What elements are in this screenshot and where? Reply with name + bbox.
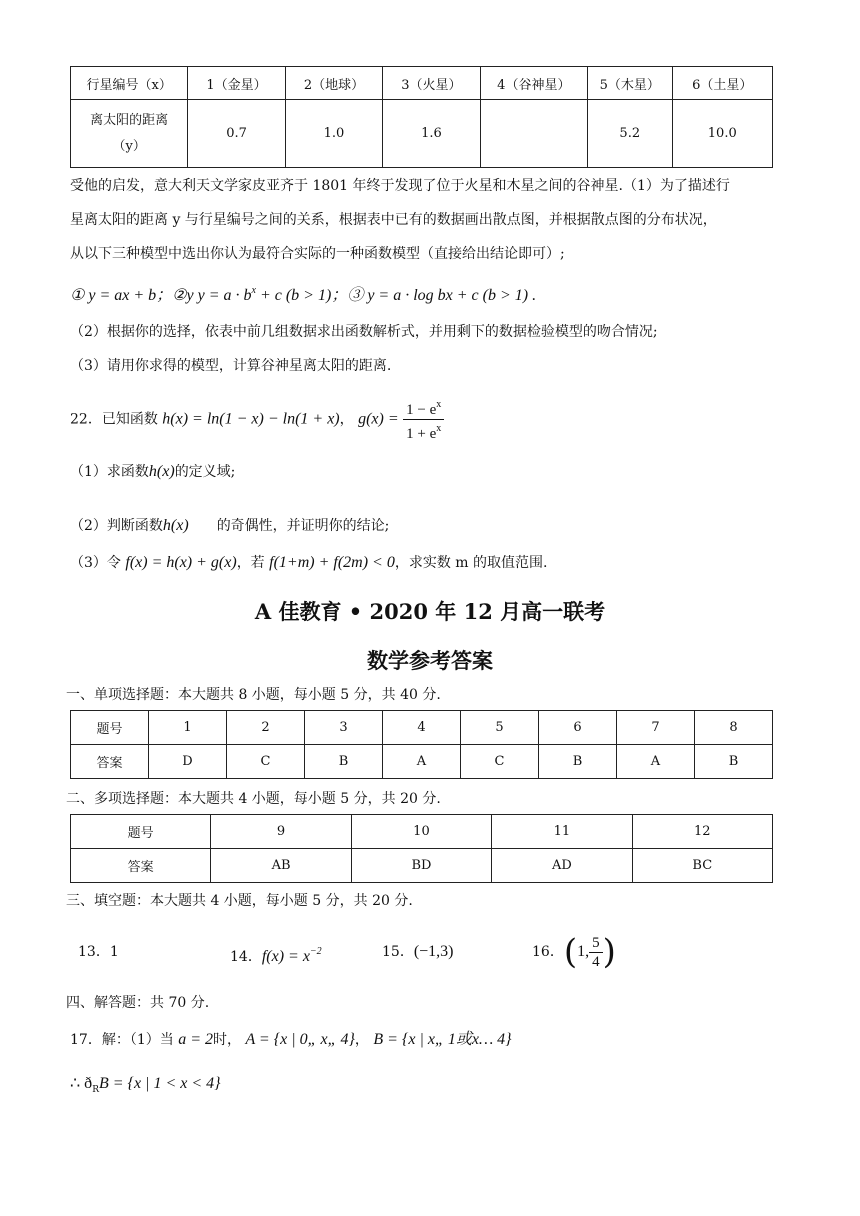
g-lhs: g(x) = bbox=[358, 410, 399, 428]
table-cell: 12 bbox=[632, 815, 772, 849]
q22-part1: （1）求函数h(x)的定义域; bbox=[70, 463, 236, 480]
table-cell: 4 bbox=[383, 711, 461, 745]
table-cell: 0.7 bbox=[188, 100, 285, 168]
table-cell: 5 bbox=[461, 711, 539, 745]
table-row-label bbox=[71, 100, 188, 168]
q21-part3: （3）请用你求得的模型，计算谷神星离太阳的距离. bbox=[70, 358, 392, 374]
multiple-choice-answer-table bbox=[70, 814, 773, 883]
table-row-label: 答案 bbox=[71, 849, 211, 883]
table-row bbox=[71, 815, 773, 849]
answer-15: 15．(−1,3) bbox=[382, 943, 454, 960]
model-1: ① y = ax + b bbox=[70, 287, 157, 304]
table-cell: 6 bbox=[539, 711, 617, 745]
q21-line3: 从以下三种模型中选出你认为最符合实际的一种函数模型（直接给出结论即可）; bbox=[70, 246, 565, 262]
answer-13: 13．1 bbox=[78, 944, 119, 960]
table-cell: BD bbox=[351, 849, 491, 883]
g-fraction: $\frac{1 - e^x}{1 + e^x}$ bbox=[403, 396, 444, 443]
planet-distance-table bbox=[70, 66, 773, 168]
table-cell: A bbox=[617, 745, 695, 779]
table-header-cell: 5（木星） bbox=[588, 67, 673, 100]
table-cell: 1 bbox=[149, 711, 227, 745]
single-choice-answer-table bbox=[70, 710, 773, 779]
section1-title: 一、单项选择题：本大题共 8 小题，每小题 5 分，共 40 分. bbox=[66, 687, 441, 703]
table-row-label: 答案 bbox=[71, 745, 149, 779]
table-cell: B bbox=[539, 745, 617, 779]
table-cell: D bbox=[149, 745, 227, 779]
table-cell: 8 bbox=[695, 711, 773, 745]
q22-part2: （2）判断函数h(x) 的奇偶性，并证明你的结论; bbox=[70, 517, 390, 534]
q21-line2: 星离太阳的距离 y 与行星编号之间的关系，根据表中已有的数据画出散点图，并根据散点图的分布状况， bbox=[70, 212, 717, 228]
table-row bbox=[71, 711, 773, 745]
q22-stem: 22．已知函数 h(x) = ln(1 − x) − ln(1 + x)， g(x) = $\frac{1 - e^x}{1 + e^x}$ bbox=[70, 396, 790, 442]
answer-subtitle: 数学参考答案 bbox=[367, 648, 493, 673]
answer-14: 14．$f(x) = x^{-2}$ bbox=[230, 946, 322, 965]
table-cell: AD bbox=[492, 849, 632, 883]
table-header-cell: 2（地球） bbox=[285, 67, 382, 100]
table-row-label: 题号 bbox=[71, 711, 149, 745]
table-cell: 9 bbox=[211, 815, 351, 849]
q17-line2: ∴ $ð_RB = \{x$ | 1 < x < 4} bbox=[70, 1075, 221, 1095]
table-cell: 1.6 bbox=[383, 100, 480, 168]
table-row bbox=[71, 745, 773, 779]
table-cell: 2 bbox=[227, 711, 305, 745]
q21-part2: （2）根据你的选择，依表中前几组数据求出函数解析式，并用剩下的数据检验模型的吻合情况; bbox=[70, 324, 658, 340]
table-row bbox=[71, 849, 773, 883]
table-cell: AB bbox=[211, 849, 351, 883]
table-cell: 10 bbox=[351, 815, 491, 849]
table-cell: 1.0 bbox=[285, 100, 382, 168]
section3-title: 三、填空题：本大题共 4 小题，每小题 5 分，共 20 分. bbox=[66, 893, 413, 909]
table-header-cell: 行星编号（x） bbox=[71, 67, 188, 100]
answer-16: 16．(1, $\frac{5}{4}$ ) bbox=[532, 932, 616, 972]
table-cell: 3 bbox=[305, 711, 383, 745]
model-2: ；②y $y = a \cdot b^x + c$ (b > 1) bbox=[156, 285, 332, 304]
table-cell: BC bbox=[632, 849, 772, 883]
row-label-line1: 离太阳的距离 bbox=[90, 112, 169, 128]
q17-line1: 17．解：（1）当 a = 2时， A = {x | 0„ x„ 4}， B = {x | x„ 1或x… 4} bbox=[70, 1031, 512, 1048]
table-cell: A bbox=[383, 745, 461, 779]
row-label-line2: （y） bbox=[112, 138, 146, 154]
table-cell: B bbox=[305, 745, 383, 779]
section4-title: 四、解答题：共 70 分. bbox=[66, 995, 210, 1011]
table-row bbox=[71, 67, 773, 100]
table-header-cell: 4（谷神星） bbox=[480, 67, 587, 100]
model-3: ；③ y = a · log bx + c (b > 1) . bbox=[331, 287, 537, 304]
table-cell: 7 bbox=[617, 711, 695, 745]
q21-models bbox=[70, 281, 790, 306]
table-cell: C bbox=[227, 745, 305, 779]
table-row-label: 题号 bbox=[71, 815, 211, 849]
table-cell bbox=[480, 100, 587, 168]
table-header-cell: 6（土星） bbox=[672, 67, 772, 100]
q22-part3: （3）令 f(x) = h(x) + g(x)，若 f(1+m) + f(2m) < 0，求实数 m 的取值范围. bbox=[70, 554, 548, 571]
table-header-cell: 1（金星） bbox=[188, 67, 285, 100]
table-cell: C bbox=[461, 745, 539, 779]
table-row bbox=[71, 100, 773, 168]
answer-title: A 佳教育 • 2020 年 12 月高一联考 bbox=[254, 599, 606, 624]
table-cell: B bbox=[695, 745, 773, 779]
section2-title: 二、多项选择题：本大题共 4 小题，每小题 5 分，共 20 分. bbox=[66, 791, 441, 807]
table-cell: 11 bbox=[492, 815, 632, 849]
table-cell: 10.0 bbox=[672, 100, 772, 168]
q21-line1: 受他的启发，意大利天文学家皮亚齐于 1801 年终于发现了位于火星和木星之间的谷神星.（1）为了描述行 bbox=[70, 178, 730, 194]
h-definition: h(x) = ln(1 − x) − ln(1 + x) bbox=[162, 410, 340, 428]
table-header-cell: 3（火星） bbox=[383, 67, 480, 100]
table-cell: 5.2 bbox=[588, 100, 673, 168]
fill-in-answers bbox=[70, 930, 790, 974]
